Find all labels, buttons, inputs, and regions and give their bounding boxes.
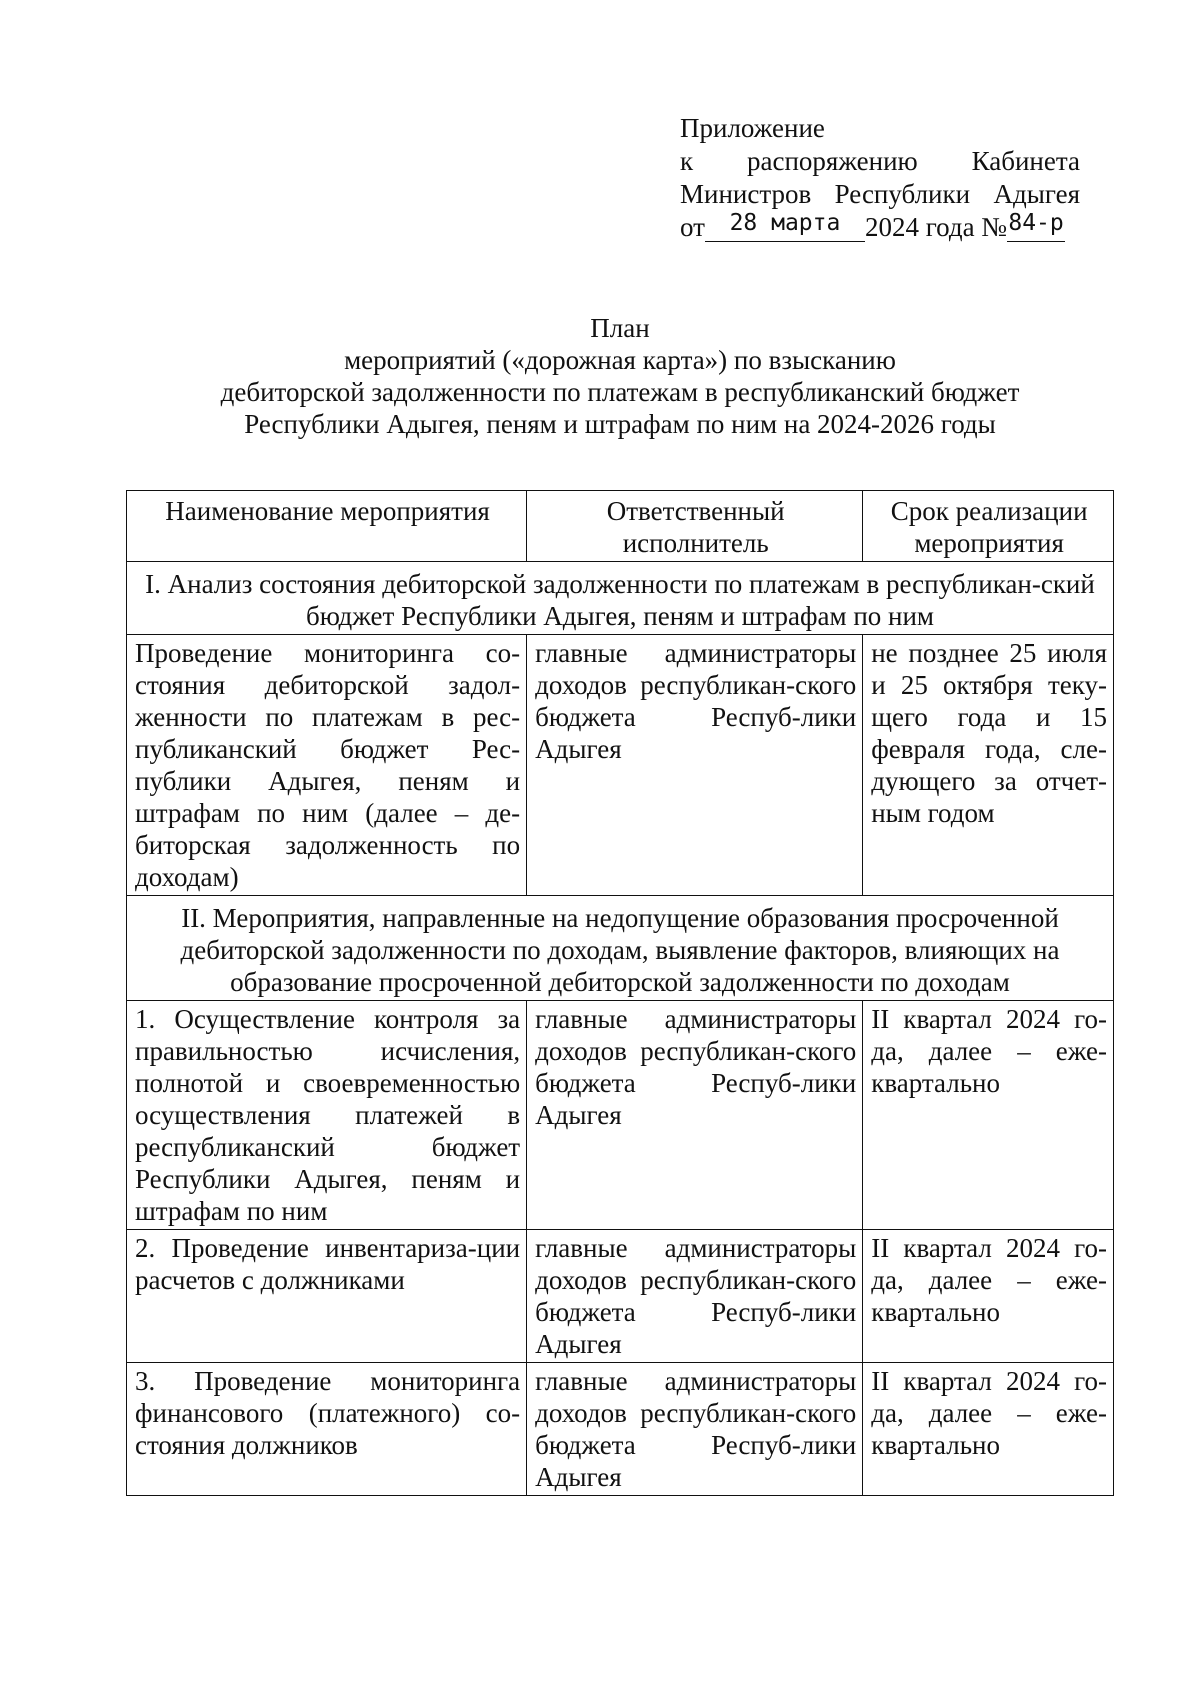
- table-header-row: [127, 491, 1114, 562]
- number-field: [1007, 210, 1065, 242]
- appendix-block: [680, 112, 1080, 244]
- appendix-word: Адыгея: [993, 179, 1080, 209]
- header-deadline: Срок реализации мероприятия: [863, 491, 1114, 562]
- activity-deadline: II квартал 2024 го-да, далее – еже-квартально: [863, 1363, 1114, 1496]
- activity-executor: главные администраторы доходов республикан-ского бюджета Респуб-лики Адыгея: [527, 1363, 863, 1496]
- table-row: [127, 635, 1114, 896]
- appendix-word: Республики: [834, 179, 971, 209]
- activity-executor: главные администраторы доходов республикан-ского бюджета Респуб-лики Адыгея: [527, 1001, 863, 1230]
- header-executor: Ответственный исполнитель: [527, 491, 863, 562]
- header-name: Наименование мероприятия: [127, 491, 527, 562]
- appendix-line-3: [680, 178, 1080, 211]
- appendix-word: распоряжению: [747, 146, 918, 176]
- section-1-title: I. Анализ состояния дебиторской задолженности по платежам в республикан-ский бюджет Республики Адыгея, пеням и штрафам по ним: [127, 562, 1114, 635]
- title-line: Республики Адыгея, пеням и штрафам по ним на 2024-2026 годы: [244, 409, 996, 439]
- appendix-date-line: [680, 211, 1080, 244]
- activity-executor: главные администраторы доходов республикан-ского бюджета Респуб-лики Адыгея: [527, 1230, 863, 1363]
- activity-name: 1. Осуществление контроля за правильностью исчисления, полнотой и своевременностью осуществления платежей в республиканский бюджет Республики Адыгея, пеням и штрафам по ним: [127, 1001, 527, 1230]
- appendix-line-2: [680, 145, 1080, 178]
- title-line: дебиторской задолженности по платежам в республиканский бюджет: [220, 377, 1020, 407]
- activity-executor: главные администраторы доходов республикан-ского бюджета Респуб-лики Адыгея: [527, 635, 863, 896]
- number-value: 84-р: [1008, 210, 1064, 236]
- appendix-word: к: [680, 146, 694, 176]
- date-value: 28 марта: [729, 210, 841, 236]
- appendix-word: Кабинета: [971, 146, 1080, 176]
- plan-table-part-1: [126, 490, 1114, 1496]
- activity-name: Проведение мониторинга со-стояния дебиторской задол-женности по платежам в рес-публиканский бюджет Рес-публики Адыгея, пеням и штрафам по ним (далее – де-биторская задолженность по доходам): [127, 635, 527, 896]
- table-row: [127, 1230, 1114, 1363]
- activity-deadline: II квартал 2024 го-да, далее – еже-квартально: [863, 1001, 1114, 1230]
- activity-name: 3. Проведение мониторинга финансового (платежного) со-стояния должников: [127, 1363, 527, 1496]
- year-text: 2024 года №: [864, 212, 1008, 242]
- appendix-title: Приложение: [680, 113, 825, 143]
- section-row: [127, 896, 1114, 1001]
- title-line: План: [590, 313, 650, 343]
- table-row: [127, 1001, 1114, 1230]
- section-row: [127, 562, 1114, 635]
- activity-deadline: не позднее 25 июля и 25 октября теку-щего года и 15 февраля года, сле-дующего за отчет-ным годом: [863, 635, 1114, 896]
- date-prefix: от: [680, 212, 705, 242]
- appendix-word: Министров: [680, 179, 812, 209]
- activity-deadline: II квартал 2024 го-да, далее – еже-квартально: [863, 1230, 1114, 1363]
- title-line: мероприятий («дорожная карта») по взысканию: [344, 345, 896, 375]
- section-2-title: II. Мероприятия, направленные на недопущение образования просроченной дебиторской задолженности по доходам, выявление факторов, влияющих на образование просроченной дебиторской задолженности по доходам: [127, 896, 1114, 1001]
- table-row: [127, 1363, 1114, 1496]
- date-field: [705, 210, 865, 242]
- document-title: [140, 312, 1100, 440]
- activity-name: 2. Проведение инвентариза-ции расчетов с должниками: [127, 1230, 527, 1363]
